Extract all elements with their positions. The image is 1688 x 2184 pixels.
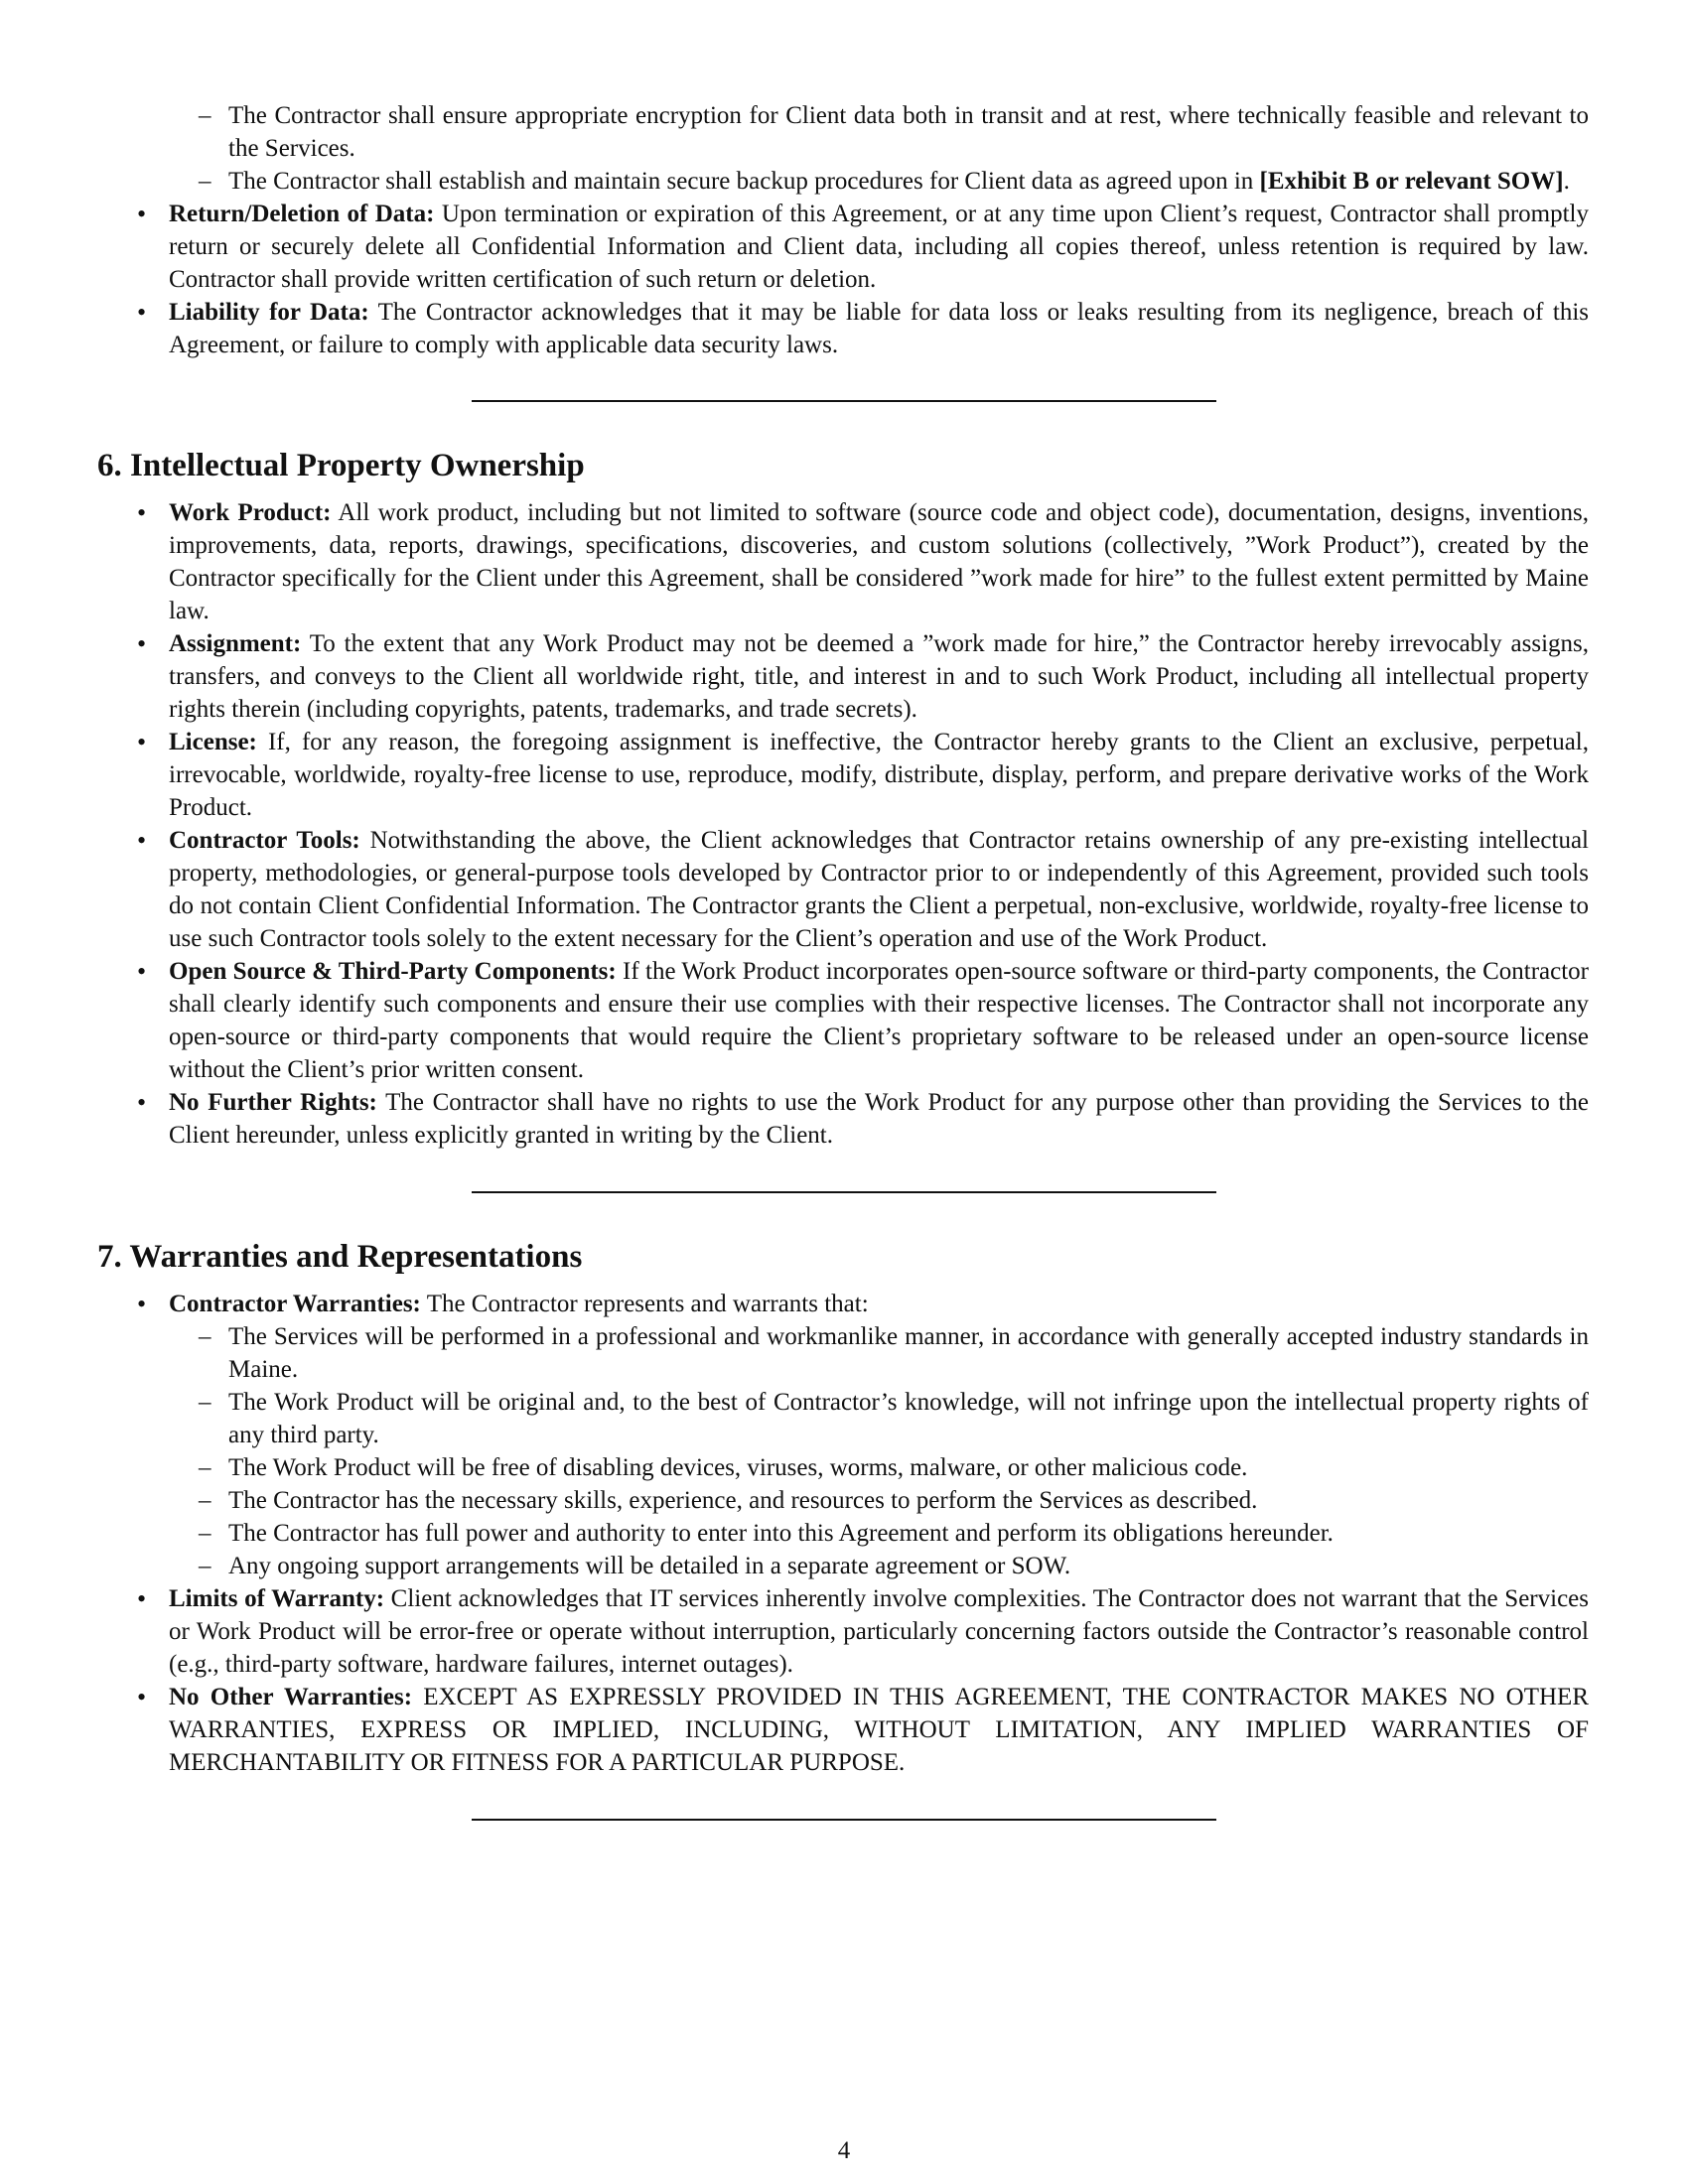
section-7-heading: 7. Warranties and Representations xyxy=(97,1239,583,1275)
exhibit-reference: [Exhibit B or relevant SOW] xyxy=(1259,168,1564,195)
prev-dash-list xyxy=(99,99,1589,198)
warranty-item: – The Contractor has the necessary skills, experience, and resources to perform the Services as described. xyxy=(169,1484,1589,1517)
prev-dash-item-encryption: – The Contractor shall ensure appropriate encryption for Client data both in transit and at rest, where technically feasible and relevant to the Services. xyxy=(99,99,1589,165)
document-page xyxy=(99,99,1589,1821)
section-divider xyxy=(472,1191,1216,1193)
prev-dash-item-backup: – The Contractor shall establish and maintain secure backup procedures for Client data as agreed upon in [Exhibit B or relevant SOW]. xyxy=(99,165,1589,198)
page-number: 4 xyxy=(837,2137,851,2164)
bullet-return-deletion: • Return/Deletion of Data: Upon termination or expiration of this Agreement, or at any time upon Client’s request, Contractor shall promptly return or securely delete all Confidential Information and Client data, including all copies thereof, unless retention is required by law. Contractor shall provide written certification of such return or deletion. xyxy=(99,198,1589,296)
bullet-contractor-tools: • Contractor Tools: Notwithstanding the above, the Client acknowledges that Contractor retains ownership of any pre-existing intellectual property, methodologies, or general-purpose tools developed by Contractor prior to or independently of this Agreement, provided such tools do not contain Client Confidential Information. The Contractor grants the Client a perpetual, non-exclusive, worldwide, royalty-free license to use such Contractor tools solely to the extent necessary for the Client’s operation and use of the Work Product. xyxy=(99,824,1589,955)
section-divider xyxy=(472,400,1216,402)
section-divider xyxy=(472,1819,1216,1821)
bullet-no-further-rights: • No Further Rights: The Contractor shall have no rights to use the Work Product for any purpose other than providing the Services to the Client hereunder, unless explicitly granted in writing by the Client. xyxy=(99,1086,1589,1152)
warranty-item: – The Work Product will be original and, to the best of Contractor’s knowledge, will not infringe upon the intellectual property rights of any third party. xyxy=(169,1386,1589,1451)
warranty-item: – The Contractor has full power and authority to enter into this Agreement and perform its obligations hereunder. xyxy=(169,1517,1589,1550)
bullet-limits-of-warranty: • Limits of Warranty: Client acknowledges that IT services inherently involve complexities. The Contractor does not warrant that the Services or Work Product will be error-free or operate without interruption, particularly concerning factors outside the Contractor’s reasonable control (e.g., third-party software, hardware failures, internet outages). xyxy=(99,1582,1589,1681)
prev-bullet-list xyxy=(99,198,1589,361)
section-6-list xyxy=(99,496,1589,1152)
section-6-heading: 6. Intellectual Property Ownership xyxy=(97,448,585,483)
warranty-item: – The Work Product will be free of disabling devices, viruses, worms, malware, or other malicious code. xyxy=(169,1451,1589,1484)
bullet-contractor-warranties: • Contractor Warranties: The Contractor represents and warrants that: – The Services will be performed in a professional and workmanlike manner, in accordance with generally accepted industry standards in Maine. – The Work Product will be original and, to the best of Contractor’s knowledge, will not infringe upon the intellectual property rights of any third party. – The Work Product will be free of disabling devices, viruses, worms, malware, or other malicious code. – The Contractor has the necessary skills, experience, and resources to perform the Services as described. – The Contractor has full power and authority to enter into this Agreement and perform its obligations hereunder. – Any ongoing support arrangements will be detailed in a separate agreement or SOW. xyxy=(99,1288,1589,1582)
bullet-open-source: • Open Source & Third-Party Components: If the Work Product incorporates open-source software or third-party components, the Contractor shall clearly identify such components and ensure their use complies with their respective licenses. The Contractor shall not incorporate any open-source or third-party components that would require the Client’s proprietary software to be released under an open-source license without the Client’s prior written consent. xyxy=(99,955,1589,1086)
warranty-item: – The Services will be performed in a professional and workmanlike manner, in accordance with generally accepted industry standards in Maine. xyxy=(169,1320,1589,1386)
section-7-list xyxy=(99,1288,1589,1779)
bullet-license: • License: If, for any reason, the foregoing assignment is ineffective, the Contractor hereby grants to the Client an exclusive, perpetual, irrevocable, worldwide, royalty-free license to use, reproduce, modify, distribute, display, perform, and prepare derivative works of the Work Product. xyxy=(99,726,1589,824)
bullet-liability-data: • Liability for Data: The Contractor acknowledges that it may be liable for data loss or leaks resulting from its negligence, breach of this Agreement, or failure to comply with applicable data security laws. xyxy=(99,296,1589,361)
bullet-no-other-warranties: • No Other Warranties: EXCEPT AS EXPRESSLY PROVIDED IN THIS AGREEMENT, THE CONTRACTOR MAKES NO OTHER WARRANTIES, EXPRESS OR IMPLIED, INCLUDING, WITHOUT LIMITATION, ANY IMPLIED WARRANTIES OF MERCHANTABILITY OR FITNESS FOR A PARTICULAR PURPOSE. xyxy=(99,1681,1589,1779)
warranty-dash-list xyxy=(169,1320,1589,1582)
warranty-item: – Any ongoing support arrangements will be detailed in a separate agreement or SOW. xyxy=(169,1550,1589,1582)
bullet-assignment: • Assignment: To the extent that any Work Product may not be deemed a ”work made for hire,” the Contractor hereby irrevocably assigns, transfers, and conveys to the Client all worldwide right, title, and interest in and to such Work Product, including all intellectual property rights therein (including copyrights, patents, trademarks, and trade secrets). xyxy=(99,627,1589,726)
bullet-work-product: • Work Product: All work product, including but not limited to software (source code and object code), documentation, designs, inventions, improvements, data, reports, drawings, specifications, discoveries, and custom solutions (collectively, ”Work Product”), created by the Contractor specifically for the Client under this Agreement, shall be considered ”work made for hire” to the fullest extent permitted by Maine law. xyxy=(99,496,1589,627)
